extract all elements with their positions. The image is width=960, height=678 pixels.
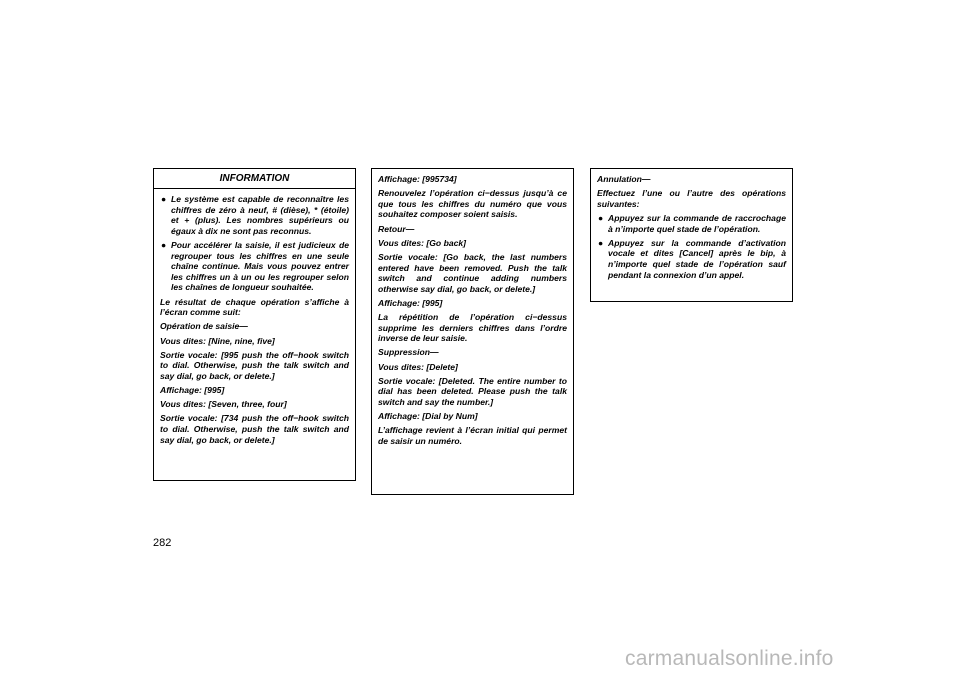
bullet-icon: ●: [161, 194, 167, 204]
paragraph: Sortie vocale: [734 push the off−hook switch to dial. Otherwise, push the talk switch and say dial, go back, or delete.]: [160, 413, 349, 445]
bullet-icon: ●: [161, 239, 167, 250]
paragraph: Vous dites: [Seven, three, four]: [160, 399, 287, 410]
paragraph: Renouvelez l’opération ci−dessus jusqu’à ce que tous les chiffres du numéro que vous souhaitez composer soient saisis.: [378, 188, 567, 220]
paragraph: L’affichage revient à l’écran initial qui permet de saisir un numéro.: [378, 425, 567, 446]
paragraph: Affichage: [995]: [160, 385, 225, 396]
paragraph: Sortie vocale: [995 push the off−hook switch to dial. Otherwise, push the talk switch and say dial, go back, or delete.]: [160, 349, 349, 381]
paragraph: Annulation—: [597, 174, 651, 184]
paragraph: La répétition de l’opération ci−dessus supprime les derniers chiffres dans l’ordre inverse de leur saisie.: [378, 312, 567, 344]
paragraph: Affichage: [995]: [378, 297, 443, 308]
paragraph: Affichage: [Dial by Num]: [378, 411, 478, 422]
bullet-item: ● Pour accélérer la saisie, il est judicieux de regrouper tous les chiffres en une seule chaîne continue. Mais vous pouvez entrer les chiffres un à un ou les regrouper selon les chaînes de longueur souhaitée.: [161, 239, 349, 293]
cancel-box: [590, 168, 793, 302]
page-number: 282: [153, 537, 172, 549]
bullet-item: ● Le système est capable de reconnaître les chiffres de zéro à neuf, # (dièse), * (étoile) et + (plus). Les nombres supérieurs ou égaux à dix ne sont pas reconnus.: [161, 194, 349, 236]
paragraph: Sortie vocale: [Go back, the last numbers entered have been removed. Push the talk switch and continue adding numbers otherwise say dial, go back, or delete.]: [378, 251, 567, 294]
bullet-icon: ●: [598, 237, 604, 248]
information-box: [153, 168, 356, 481]
paragraph: Vous dites: [Nine, nine, five]: [160, 335, 275, 346]
paragraph: Opération de saisie—: [160, 321, 248, 332]
bullet-icon: ●: [598, 212, 604, 223]
bullet-item: ● Appuyez sur la commande d’activation vocale et dites [Cancel] après le bip, à n’importe quel stade de l’opération sauf pendant la connexion d’un appel.: [598, 237, 786, 280]
watermark: carmanualsonline.info: [625, 647, 834, 670]
paragraph: Effectuez l’une ou l’autre des opérations suivantes:: [597, 188, 786, 209]
paragraph: Affichage: [995734]: [378, 174, 457, 184]
paragraph: Le résultat de chaque opération s’affiche à l’écran comme suit:: [160, 296, 349, 318]
paragraph: Suppression—: [378, 347, 439, 358]
paragraph: Vous dites: [Delete]: [378, 361, 458, 372]
information-title: INFORMATION: [154, 169, 355, 189]
paragraph: Sortie vocale: [Deleted. The entire number to dial has been deleted. Please push the talk switch and say the number.]: [378, 375, 567, 408]
procedure-box: [371, 168, 574, 495]
paragraph: Retour—: [378, 223, 415, 234]
paragraph: Vous dites: [Go back]: [378, 237, 467, 248]
bullet-item: ● Appuyez sur la commande de raccrochage à n’importe quel stade de l’opération.: [598, 212, 786, 234]
